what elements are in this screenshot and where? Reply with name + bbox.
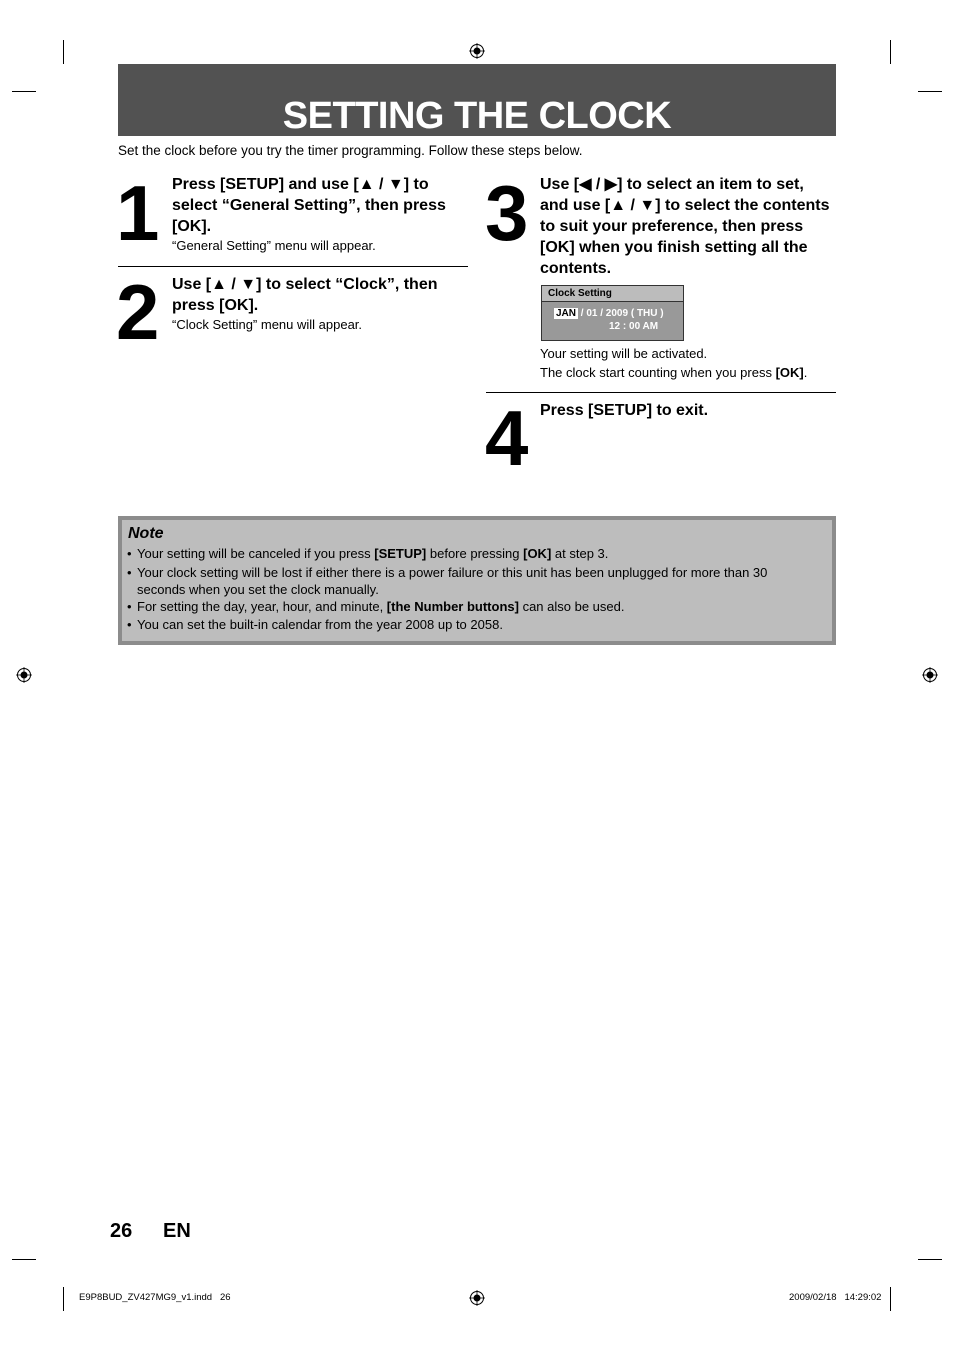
- note-title: Note: [128, 525, 164, 542]
- crop-mark: [890, 1287, 891, 1311]
- month-field: JAN: [556, 308, 577, 319]
- crop-mark: [918, 1259, 942, 1260]
- note-item: • Your clock setting will be lost if either there is a power failure or this unit has been unplugged for more than 30 seconds when you set the clock manually.: [127, 564, 817, 598]
- step-number: 1: [116, 169, 157, 257]
- date-line: [554, 308, 664, 319]
- crop-mark: [63, 40, 64, 64]
- file-slug: E9P8BUD_ZV427MG9_v1.indd 26: [79, 1292, 231, 1303]
- time-field: 12 : 00 AM: [609, 321, 659, 332]
- crop-mark: [12, 91, 36, 92]
- text-run: The clock start counting when you press: [540, 365, 776, 380]
- text-bold: [OK]: [523, 546, 552, 561]
- registration-mark-icon: [16, 667, 32, 683]
- step-heading-line: and use [▲ / ▼] to select the contents: [540, 197, 830, 214]
- note-item: • You can set the built-in calendar from the year 2008 up to 2058.: [127, 616, 817, 633]
- crop-mark: [63, 1287, 64, 1311]
- text-line: Your clock setting will be lost if either there is a power failure or this unit has been unplugged for more than 30: [137, 565, 768, 580]
- text-run: before pressing: [426, 546, 524, 561]
- step-number: 2: [116, 268, 157, 356]
- step-heading-line: Use [◀ / ▶] to select an item to set,: [540, 176, 804, 193]
- text-line: seconds when you set the clock manually.: [137, 582, 379, 597]
- text-run: can also be used.: [518, 599, 625, 614]
- step-heading-line: Use [▲ / ▼] to select “Clock”, then: [172, 276, 438, 293]
- step-heading: [172, 274, 472, 316]
- clock-setting-screen: [541, 285, 684, 341]
- step-heading-line: Press [SETUP] and use [▲ / ▼] to: [172, 176, 429, 193]
- divider: [486, 392, 836, 393]
- screen-title: Clock Setting: [542, 286, 683, 302]
- page-number: 26: [110, 1220, 133, 1242]
- step-heading-line: to suit your preference, then press: [540, 218, 804, 235]
- step-number: 4: [485, 394, 526, 482]
- step-description: [540, 344, 807, 382]
- step-heading-line: contents.: [540, 260, 612, 277]
- step-heading: Press [SETUP] to exit.: [540, 402, 709, 419]
- note-item: • Your setting will be canceled if you press [SETUP] before pressing [OK] at step 3.: [127, 546, 609, 561]
- step-heading: [172, 174, 472, 237]
- text-bold: [OK]: [775, 365, 804, 380]
- date-rest: / 01 / 2009 ( THU ): [578, 308, 664, 319]
- note-item: • For setting the day, year, hour, and minute, [the Number buttons] can also be used.: [127, 599, 625, 614]
- step-description-line: Your setting will be activated.: [540, 346, 708, 361]
- text-run: at step 3.: [551, 546, 609, 561]
- registration-mark-icon: [469, 1290, 485, 1306]
- page-title: SETTING THE CLOCK: [282, 95, 672, 137]
- step-number: 3: [485, 169, 526, 257]
- step-description: “Clock Setting” menu will appear.: [172, 317, 363, 332]
- text-bold: [SETUP]: [374, 546, 427, 561]
- intro-text: Set the clock before you try the timer programming. Follow these steps below.: [118, 143, 583, 158]
- step-heading-line: [OK] when you finish setting all the: [540, 239, 808, 256]
- crop-mark: [12, 1259, 36, 1260]
- text-run: You can set the built-in calendar from the year 2008 up to 2058.: [137, 617, 503, 632]
- registration-mark-icon: [922, 667, 938, 683]
- step-heading: [540, 174, 840, 279]
- step-heading-line: select “General Setting”, then press: [172, 197, 446, 214]
- crop-mark: [890, 40, 891, 64]
- registration-mark-icon: [469, 43, 485, 59]
- text-bold: [the Number buttons]: [386, 599, 519, 614]
- step-heading-line: [OK].: [172, 218, 212, 235]
- text-run: .: [803, 365, 808, 380]
- crop-mark: [918, 91, 942, 92]
- language-label: EN: [163, 1220, 191, 1242]
- divider: [118, 266, 468, 267]
- text-run: For setting the day, year, hour, and minute,: [137, 599, 387, 614]
- timestamp-slug: 2009/02/18 14:29:02: [789, 1292, 882, 1303]
- step-description-line: [540, 363, 807, 382]
- text-run: Your setting will be canceled if you press: [137, 546, 375, 561]
- step-description: “General Setting” menu will appear.: [172, 238, 376, 253]
- step-heading-line: press [OK].: [172, 297, 259, 314]
